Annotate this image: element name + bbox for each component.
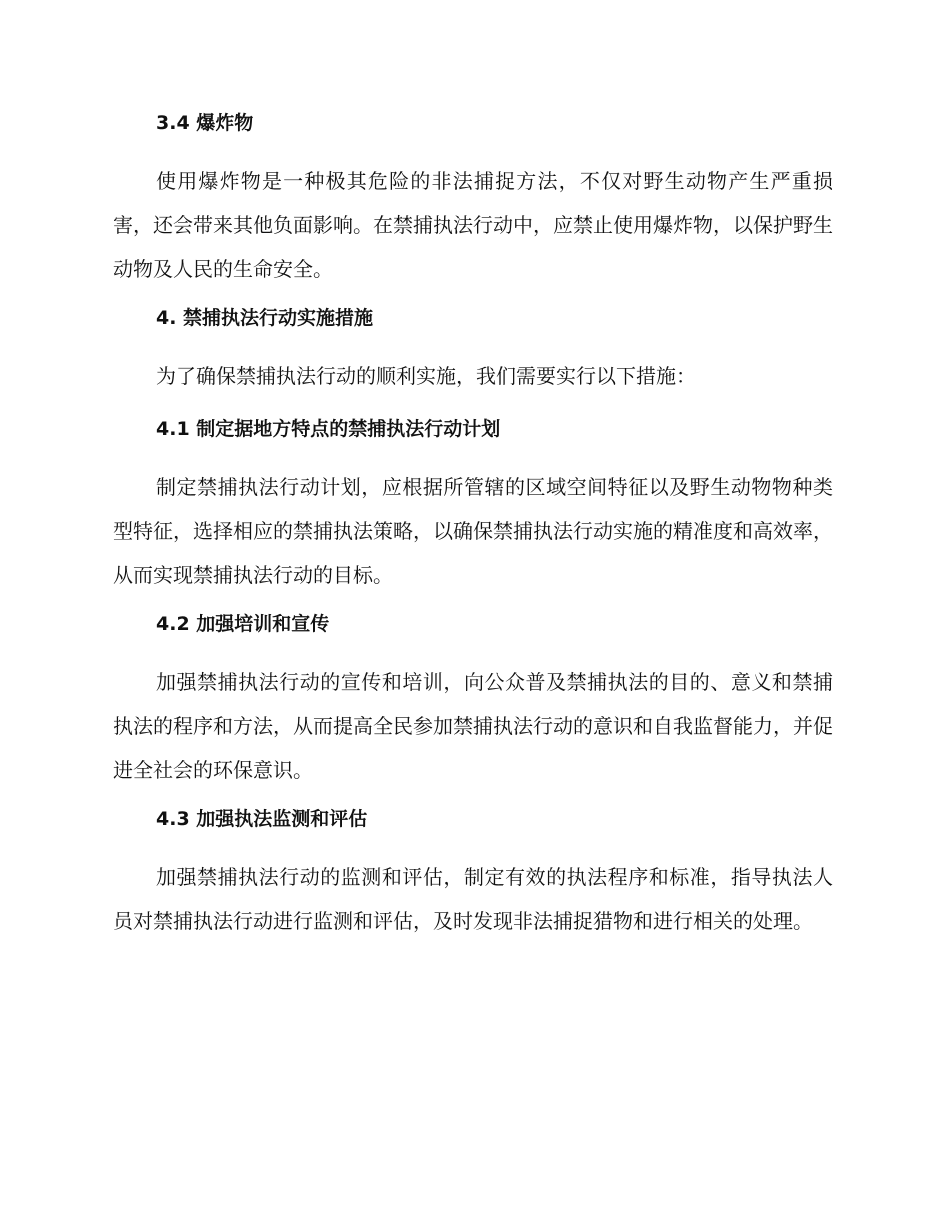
document-page (113, 110, 833, 957)
section-heading-4-1: 4.1 制定据地方特点的禁捕执法行动计划 (156, 418, 501, 440)
paragraph-monitoring: 加强禁捕执法行动的监测和评估，制定有效的执法程序和标准，指导执法人员对禁捕执法行动进行监测和评估，及时发现非法捕捉猎物和进行相关的处理。 (113, 865, 833, 933)
paragraph-measures-intro: 为了确保禁捕执法行动的顺利实施，我们需要实行以下措施： (156, 364, 696, 388)
section-heading-4-3: 4.3 加强执法监测和评估 (156, 808, 368, 830)
section-heading-4-2: 4.2 加强培训和宣传 (156, 613, 330, 635)
section-heading-4: 4. 禁捕执法行动实施措施 (156, 307, 374, 329)
paragraph-explosives: 使用爆炸物是一种极其危险的非法捕捉方法，不仅对野生动物产生严重损害，还会带来其他负面影响。在禁捕执法行动中，应禁止使用爆炸物，以保护野生动物及人民的生命安全。 (113, 169, 833, 281)
paragraph-plan: 制定禁捕执法行动计划，应根据所管辖的区域空间特征以及野生动物物种类型特征，选择相应的禁捕执法策略，以确保禁捕执法行动实施的精准度和高效率，从而实现禁捕执法行动的目标。 (113, 475, 833, 587)
section-heading-3-4: 3.4 爆炸物 (156, 112, 254, 134)
paragraph-training: 加强禁捕执法行动的宣传和培训，向公众普及禁捕执法的目的、意义和禁捕执法的程序和方法，从而提高全民参加禁捕执法行动的意识和自我监督能力，并促进全社会的环保意识。 (113, 670, 833, 782)
